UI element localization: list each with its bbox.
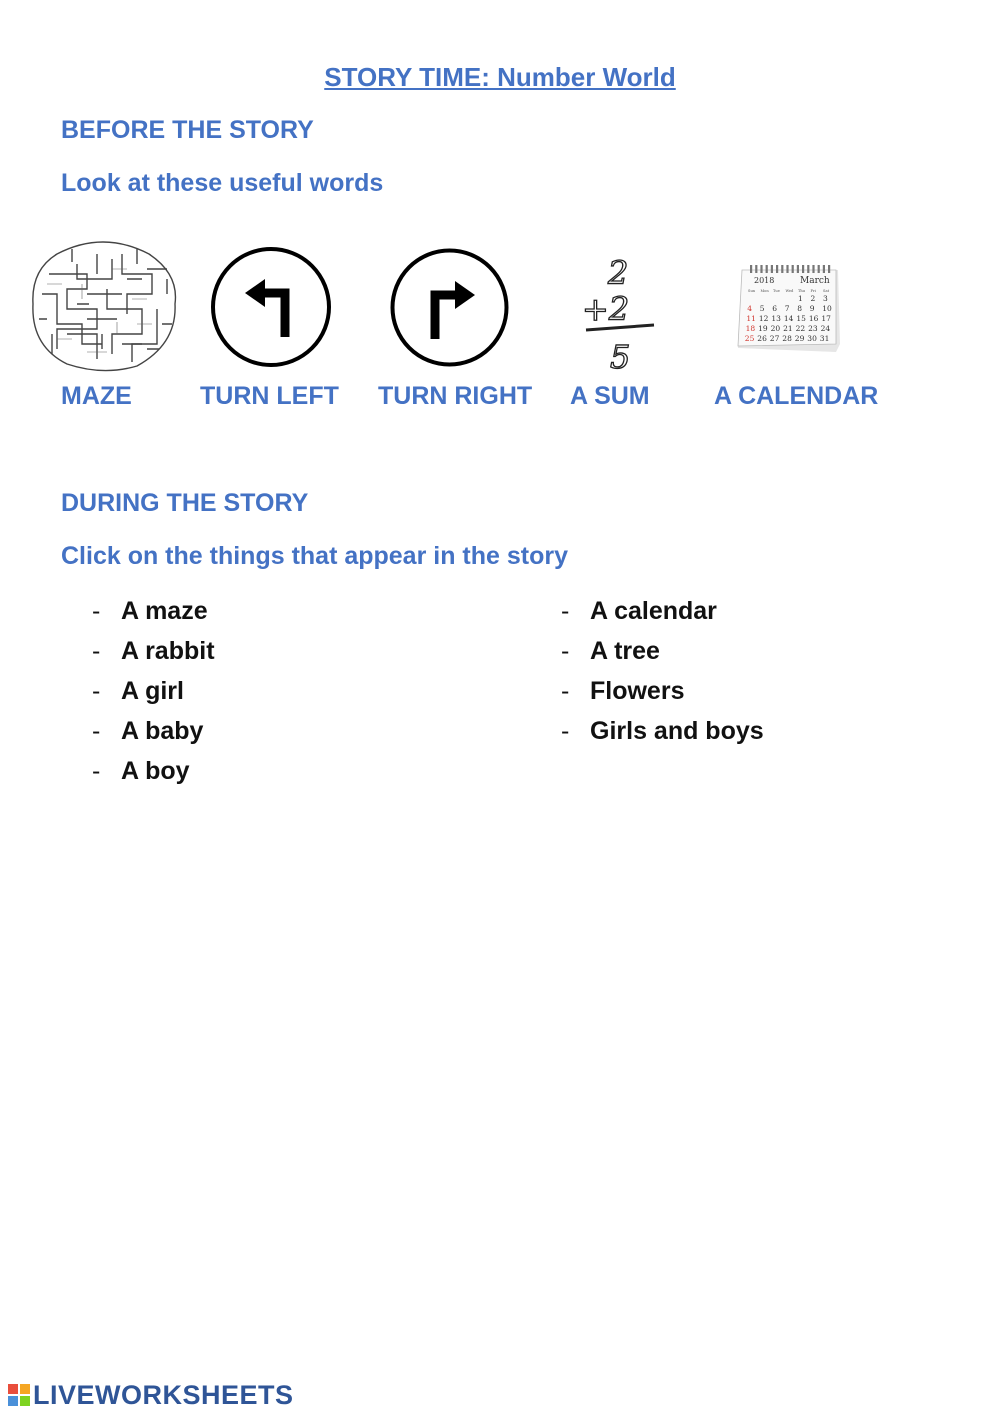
calendar-ring xyxy=(760,265,762,273)
calendar-ring xyxy=(781,265,783,273)
calendar-date: 2 xyxy=(810,294,816,303)
calendar-ring xyxy=(771,265,773,273)
page-title: STORY TIME: Number World xyxy=(324,62,676,92)
calendar-date: 15 xyxy=(796,314,806,323)
calendar-ring xyxy=(750,265,752,273)
list-dash: - xyxy=(561,637,570,665)
label-calendar: A CALENDAR xyxy=(714,382,879,410)
footer-brand: LIVEWORKSHEETS xyxy=(33,1379,294,1410)
list-item-text: A maze xyxy=(121,597,208,625)
calendar-day-name: Fri xyxy=(810,289,816,293)
list-dash: - xyxy=(92,597,101,625)
list-dash: - xyxy=(561,717,570,745)
calendar-date: 16 xyxy=(808,314,819,323)
before-story-heading: BEFORE THE STORY xyxy=(61,116,314,144)
list-dash: - xyxy=(561,677,570,705)
calendar-date: 3 xyxy=(823,294,828,303)
calendar-date: 8 xyxy=(797,304,802,313)
calendar-ring xyxy=(776,265,778,273)
list-dash: - xyxy=(92,637,101,665)
calendar-date: 12 xyxy=(758,314,769,323)
calendar-date: 10 xyxy=(822,304,832,313)
calendar-ring xyxy=(802,265,804,273)
calendar-date: 26 xyxy=(757,334,767,343)
sum-digit-middle: +2 xyxy=(582,290,630,328)
calendar-date: 1 xyxy=(798,294,803,303)
calendar-date: 19 xyxy=(758,324,768,333)
list-item-text: Girls and boys xyxy=(590,717,764,745)
calendar-date: 29 xyxy=(794,334,805,343)
before-story-instruction: Look at these useful words xyxy=(61,169,384,197)
list-item-text: A girl xyxy=(121,677,184,705)
calendar-date: 21 xyxy=(783,324,793,333)
calendar-ring xyxy=(786,265,788,273)
list-dash: - xyxy=(561,597,570,625)
calendar-day-name: Wed xyxy=(785,289,794,293)
label-maze: MAZE xyxy=(61,382,132,410)
list-dash: - xyxy=(92,677,101,705)
liveworksheets-logo[interactable] xyxy=(8,1380,294,1410)
calendar-date: 24 xyxy=(820,324,831,333)
calendar-ring xyxy=(792,265,794,273)
calendar-day-name: Tue xyxy=(773,289,780,293)
maze-icon xyxy=(27,234,179,372)
calendar-date: 27 xyxy=(769,334,780,343)
calendar-day-name: Mon xyxy=(760,289,769,293)
sum-digit-result: 5 xyxy=(610,338,631,372)
calendar-month: March xyxy=(800,276,830,286)
calendar-ring xyxy=(823,265,825,273)
list-dash: - xyxy=(92,757,101,785)
sum-icon xyxy=(580,254,658,372)
list-item-text: A calendar xyxy=(590,597,717,625)
calendar-date: 4 xyxy=(747,304,752,313)
label-sum: A SUM xyxy=(570,382,650,410)
calendar-date: 22 xyxy=(795,324,806,333)
during-story-instruction: Click on the things that appear in the story xyxy=(61,542,569,570)
calendar-date: 23 xyxy=(808,324,818,333)
list-item-text: Flowers xyxy=(590,677,685,705)
calendar-date: 11 xyxy=(746,314,756,323)
calendar-date: 7 xyxy=(784,304,790,313)
calendar-day-name: Sat xyxy=(823,289,830,293)
calendar-date: 17 xyxy=(821,314,831,323)
calendar-date: 14 xyxy=(783,314,794,323)
label-turn-left: TURN LEFT xyxy=(200,382,339,410)
list-dash: - xyxy=(92,717,101,745)
calendar-date: 5 xyxy=(759,304,765,313)
calendar-ring xyxy=(807,265,809,273)
calendar-year: 2018 xyxy=(754,276,775,285)
calendar-date: 31 xyxy=(819,334,830,343)
list-item-text: A baby xyxy=(121,717,204,745)
calendar-icon xyxy=(736,262,842,354)
turn-left-icon xyxy=(209,245,333,369)
liveworksheets-logo-icon xyxy=(8,1384,30,1406)
list-item-text: A rabbit xyxy=(121,637,215,665)
during-story-heading: DURING THE STORY xyxy=(61,489,309,517)
calendar-day-name: Sun xyxy=(748,289,756,293)
calendar-date: 6 xyxy=(772,304,777,313)
calendar-date: 28 xyxy=(782,334,792,343)
list-item-text: A tree xyxy=(590,637,660,665)
calendar-ring xyxy=(812,265,814,273)
list-item-text: A boy xyxy=(121,757,190,785)
calendar-ring xyxy=(755,265,757,273)
sum-digit-top: 2 xyxy=(608,254,629,292)
calendar-day-name: Thu xyxy=(798,289,806,293)
calendar-date: 25 xyxy=(744,334,755,343)
calendar-ring xyxy=(818,265,820,273)
label-turn-right: TURN RIGHT xyxy=(378,382,533,410)
calendar-ring xyxy=(828,265,830,273)
calendar-date: 13 xyxy=(771,314,781,323)
calendar-date: 20 xyxy=(770,324,781,333)
calendar-ring xyxy=(766,265,768,273)
calendar-date: 9 xyxy=(809,304,815,313)
turn-right-icon xyxy=(389,247,510,368)
calendar-date: 18 xyxy=(745,324,756,333)
calendar-date: 30 xyxy=(807,334,817,343)
calendar-ring xyxy=(797,265,799,273)
